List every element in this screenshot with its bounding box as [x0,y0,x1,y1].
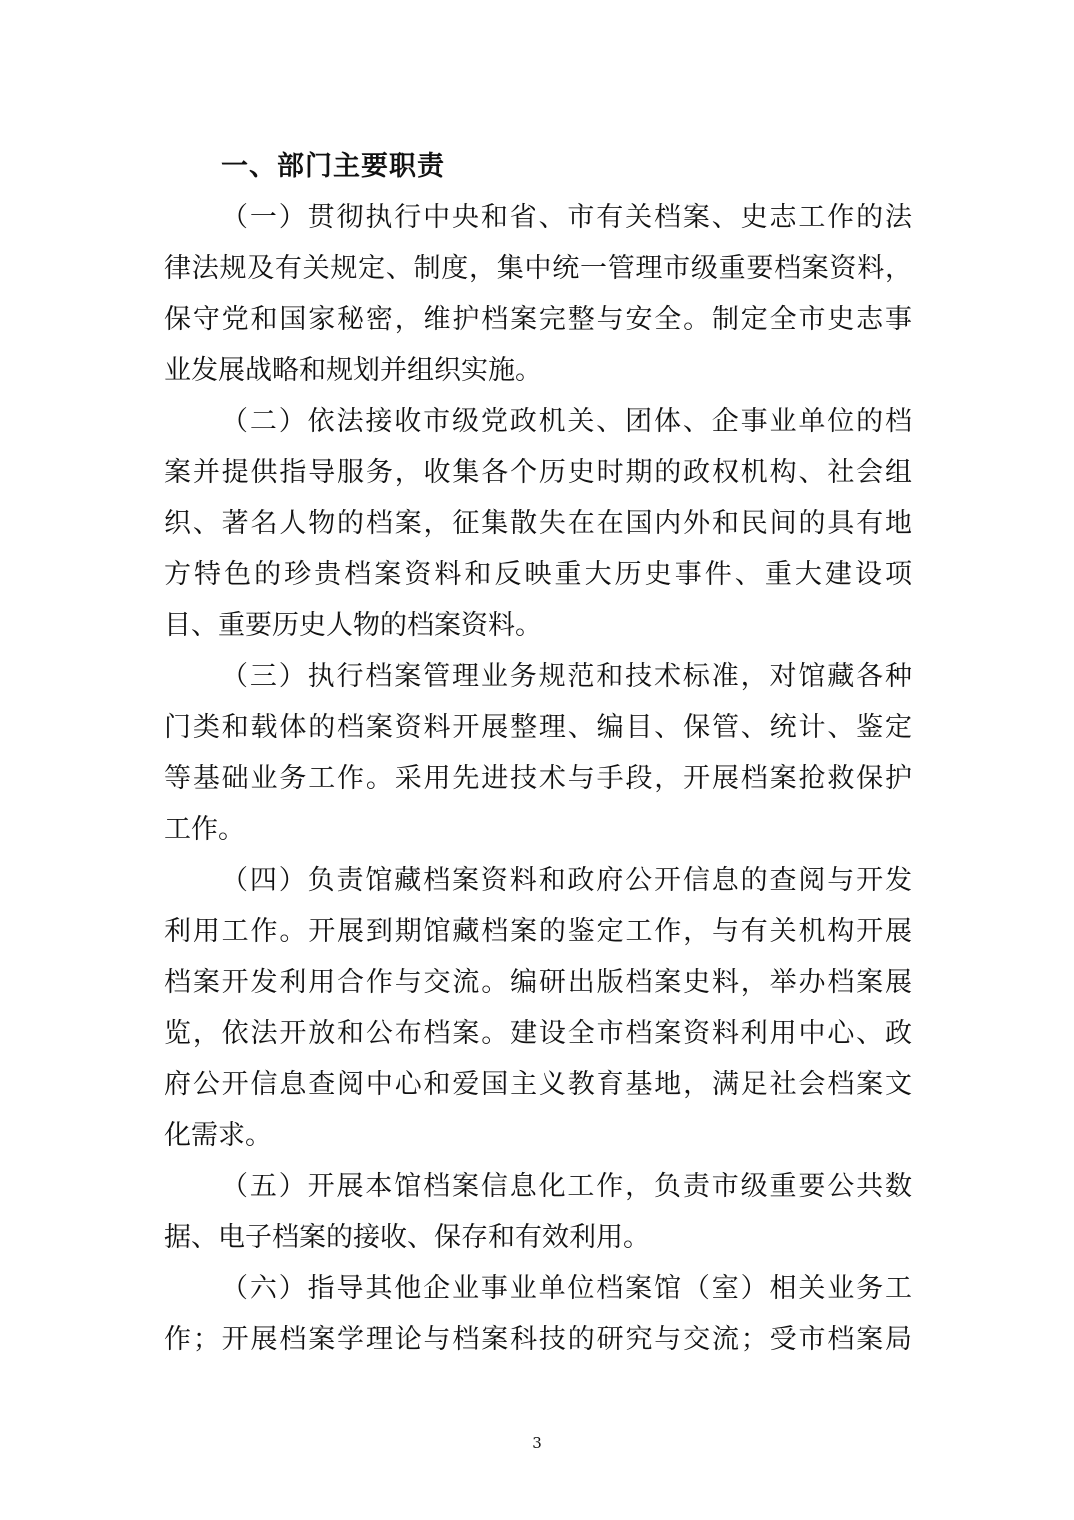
text-line: 档案开发利用合作与交流。编研出版档案史料，举办档案展 [164,967,912,998]
text-line: （三）执行档案管理业务规范和技术标准，对馆藏各种 [221,661,912,692]
paragraph [164,192,912,396]
text-line: 业发展战略和规划并组织实施。 [164,355,542,386]
text-line: （一）贯彻执行中央和省、市有关档案、史志工作的法 [221,202,912,233]
text-line: 织、著名人物的档案，征集散失在在国内外和民间的具有地 [164,508,912,539]
paragraph-list [164,192,912,1365]
text-line: 等基础业务工作。采用先进技术与手段，开展档案抢救保护 [164,763,912,794]
document-body [164,141,912,1365]
paragraph [164,855,912,1161]
page-number: 3 [532,1434,542,1452]
text-line: 目、重要历史人物的档案资料。 [164,610,542,641]
paragraph [164,651,912,855]
text-line: （四）负责馆藏档案资料和政府公开信息的查阅与开发 [221,865,912,896]
text-line: （二）依法接收市级党政机关、团体、企事业单位的档 [221,406,912,437]
paragraph [164,396,912,651]
text-line: 化需求。 [164,1120,272,1151]
text-line: 案并提供指导服务，收集各个历史时期的政权机构、社会组 [164,457,912,488]
text-line: （六）指导其他企业事业单位档案馆（室）相关业务工 [221,1273,912,1304]
paragraph [164,1263,912,1365]
text-line: 律法规及有关规定、制度，集中统一管理市级重要档案资料， [164,253,912,284]
text-line: 作；开展档案学理论与档案科技的研究与交流；受市档案局 [164,1324,912,1355]
text-line: 保守党和国家秘密，维护档案完整与安全。制定全市史志事 [164,304,912,335]
text-line: 览，依法开放和公布档案。建设全市档案资料利用中心、政 [164,1018,912,1049]
text-line: 工作。 [164,814,245,845]
paragraph [164,1161,912,1263]
text-line: 利用工作。开展到期馆藏档案的鉴定工作，与有关机构开展 [164,916,912,947]
text-line: 门类和载体的档案资料开展整理、编目、保管、统计、鉴定 [164,712,912,743]
section-heading: 一、部门主要职责 [221,151,445,182]
text-line: 据、电子档案的接收、保存和有效利用。 [164,1222,650,1253]
text-line: 府公开信息查阅中心和爱国主义教育基地，满足社会档案文 [164,1069,912,1100]
text-line: （五）开展本馆档案信息化工作，负责市级重要公共数 [221,1171,912,1202]
text-line: 方特色的珍贵档案资料和反映重大历史事件、重大建设项 [164,559,912,590]
